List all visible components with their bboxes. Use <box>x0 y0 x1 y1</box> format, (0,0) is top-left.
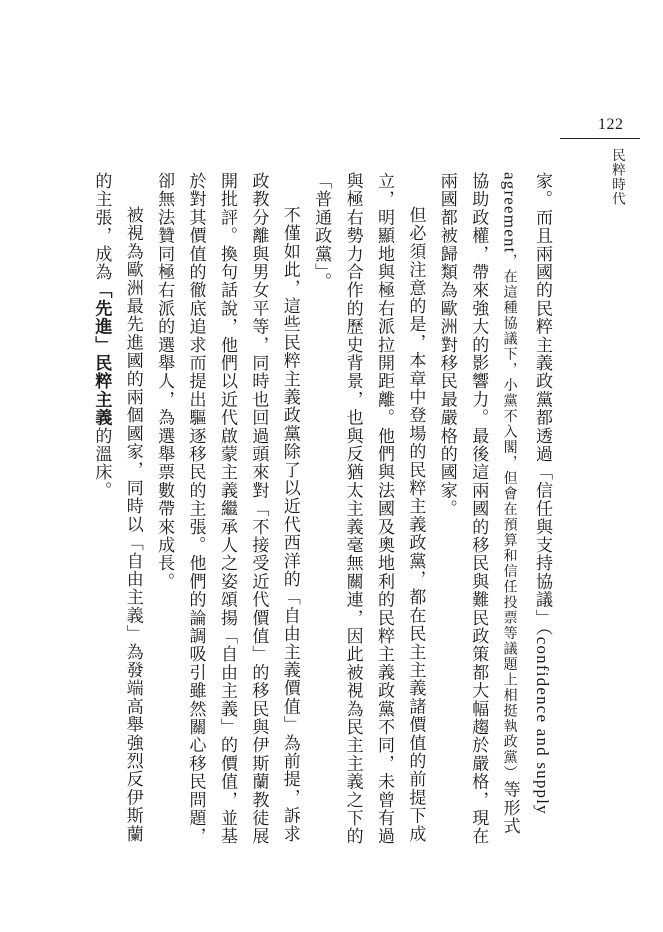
paragraph <box>148 172 305 852</box>
body-text <box>78 172 558 852</box>
paragraph <box>305 172 431 852</box>
text-segment: 不僅如此，這些民粹主義政黨除了以近代西洋的「自由主義價值」為前提，訴求政教分離與男女平等，同時也回過頭來對「不接受近代價值」的移民與伊斯蘭教徒展開批評。換句話說，他們以近代啟蒙主義繼承人之姿頌揚「自由主義」的價值，並基於對其價值的徹底追求而提出驅逐移民的主張。他們的論調吸引雖然關心移民問題，卻無法贊同極右派的選舉人，為選舉票數帶來成長。 <box>154 172 300 846</box>
text-segment: 的溫床。 <box>91 426 112 500</box>
text-segment: 等形式協助政權，帶來強大的影響力。最後這兩國的移民與難民政策都大幅趨於嚴格，現在兩國都被歸類為歐洲對移民最嚴格的國家。 <box>436 172 520 846</box>
text-segment: 被視為歐洲最先進國的兩個國家，同時以「自由主義」為發端高舉強烈反伊斯蘭的主張，成為 <box>91 172 143 843</box>
text-segment: 「先進」民粹主義 <box>91 281 112 427</box>
text-segment: 但必須注意的是，本章中登場的民粹主義政黨，都在民主主義諸價值的前提下成立，明顯地與極右派拉開距離。他們與法國及奧地利的民粹主義政黨不同，未曾有過與極右勢力合作的歷史背景，也與反猶太主義毫無關連，因此被視為民主主義之下的「普通政黨」。 <box>311 172 426 846</box>
text-segment: confidence and supply agreement <box>500 172 552 815</box>
text-segment: 家。而且兩國的民粹主義政黨都透過「信任與支持協議」（ <box>532 172 552 637</box>
text-segment: ，在這種協議下，小黨不入閣，但會在預算和信任投票等議題上相挺執政黨） <box>501 253 518 781</box>
page-number: 122 <box>598 116 624 133</box>
header-rule <box>560 138 640 139</box>
running-head: 民粹時代 <box>609 148 625 206</box>
paragraph <box>85 172 148 852</box>
paragraph <box>430 172 558 852</box>
